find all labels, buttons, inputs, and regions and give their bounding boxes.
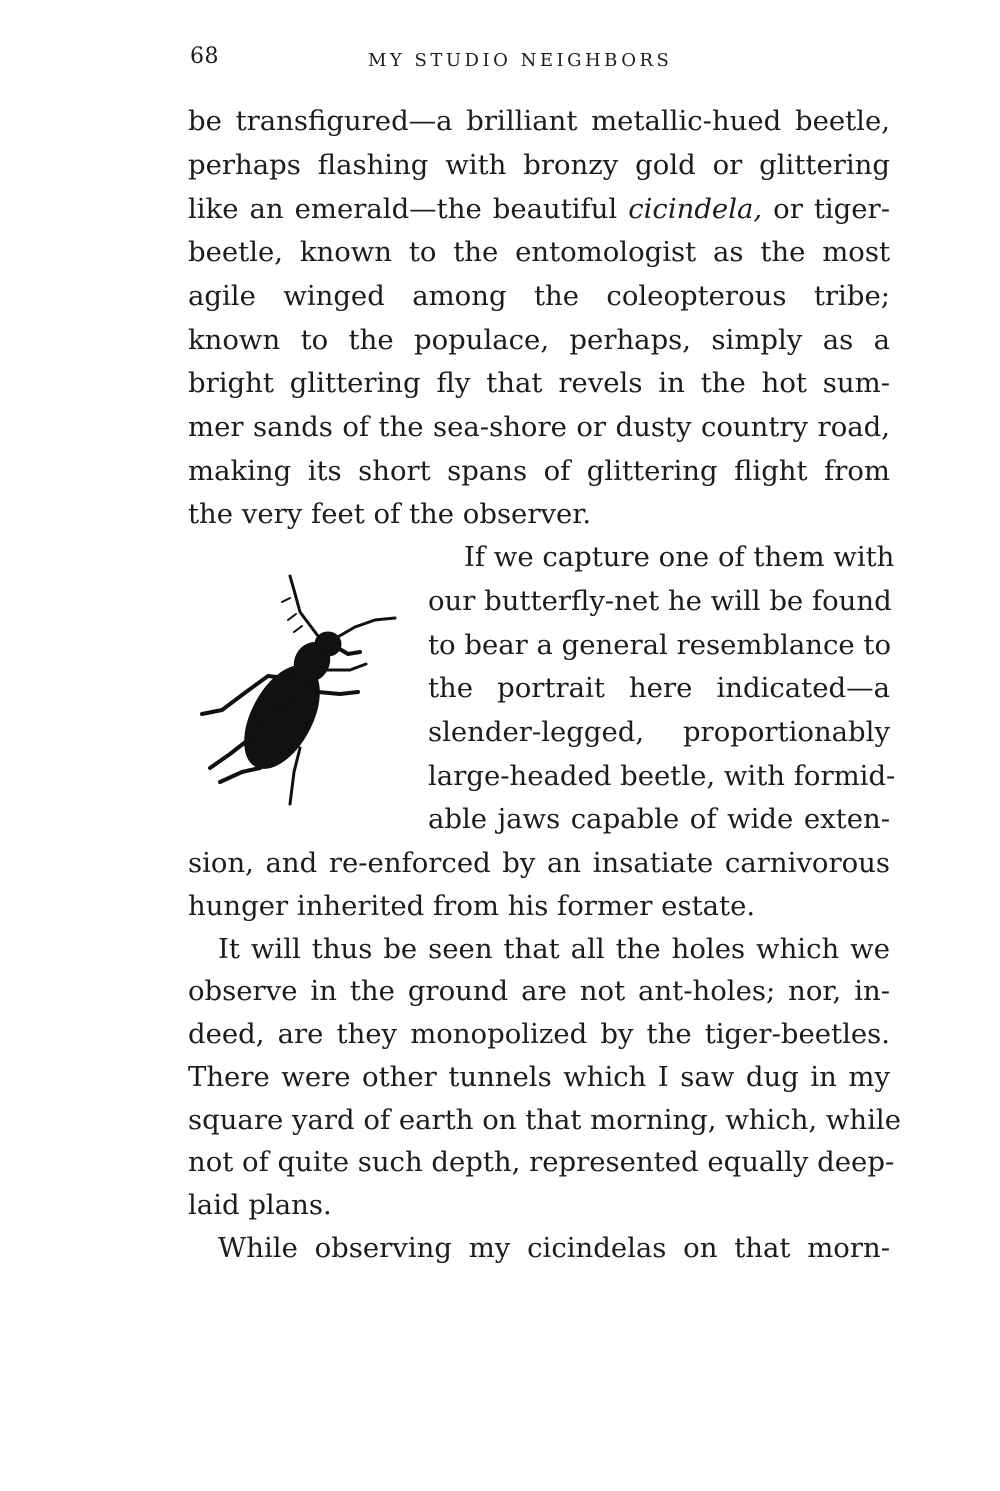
text-line: the very feet of the observer. [188, 498, 592, 530]
text-line [188, 189, 890, 229]
text-line: deed, are they monopolized by the tiger-beetles. [188, 1018, 890, 1050]
text-line: sion, and re-enforced by an insatiate carnivorous [188, 847, 890, 879]
page-header [190, 44, 910, 84]
text-line: If we capture one of them with [464, 541, 895, 573]
text-line: bright glittering fly that revels in the hot sum- [188, 367, 890, 399]
text-line: laid plans. [188, 1189, 332, 1221]
text-line: be transfigured—a brilliant metallic-hued beetle, [188, 105, 890, 137]
text-line: the portrait here indicated—a [428, 672, 890, 704]
text-line: It will thus be seen that all the holes which we [218, 933, 890, 965]
text-line: slender-legged, proportionably [428, 716, 890, 748]
text-line: There were other tunnels which I saw dug in my [188, 1061, 890, 1093]
running-title: MY STUDIO NEIGHBORS [368, 50, 673, 71]
text-line: mer sands of the sea-shore or dusty country road, [188, 411, 890, 443]
text-segment: like an emerald—the beautiful [188, 193, 629, 225]
text-line: hunger inherited from his former estate. [188, 890, 756, 922]
text-line: While observing my cicindelas on that morn- [218, 1232, 890, 1264]
text-line: observe in the ground are not ant-holes; nor, in- [188, 975, 890, 1007]
text-line: our butterfly-net he will be found [428, 585, 892, 617]
text-line: to bear a general resemblance to [428, 629, 892, 661]
text-line: beetle, known to the entomologist as the most [188, 236, 890, 268]
text-line: large-headed beetle, with formid- [428, 760, 896, 792]
page-number: 68 [190, 44, 219, 69]
text-line: able jaws capable of wide exten- [428, 803, 890, 835]
text-line: agile winged among the coleopterous tribe; [188, 280, 890, 312]
text-line: square yard of earth on that morning, which, while [188, 1104, 901, 1136]
text-line: making its short spans of glittering flight from [188, 455, 890, 487]
text-line: known to the populace, perhaps, simply as a [188, 324, 890, 356]
text-segment: or tiger- [762, 193, 890, 225]
italic-term: cicindela, [628, 193, 763, 225]
text-line: perhaps flashing with bronzy gold or glittering [188, 149, 890, 181]
beetle-illustration [190, 572, 405, 807]
text-line: not of quite such depth, represented equally deep- [188, 1146, 895, 1178]
